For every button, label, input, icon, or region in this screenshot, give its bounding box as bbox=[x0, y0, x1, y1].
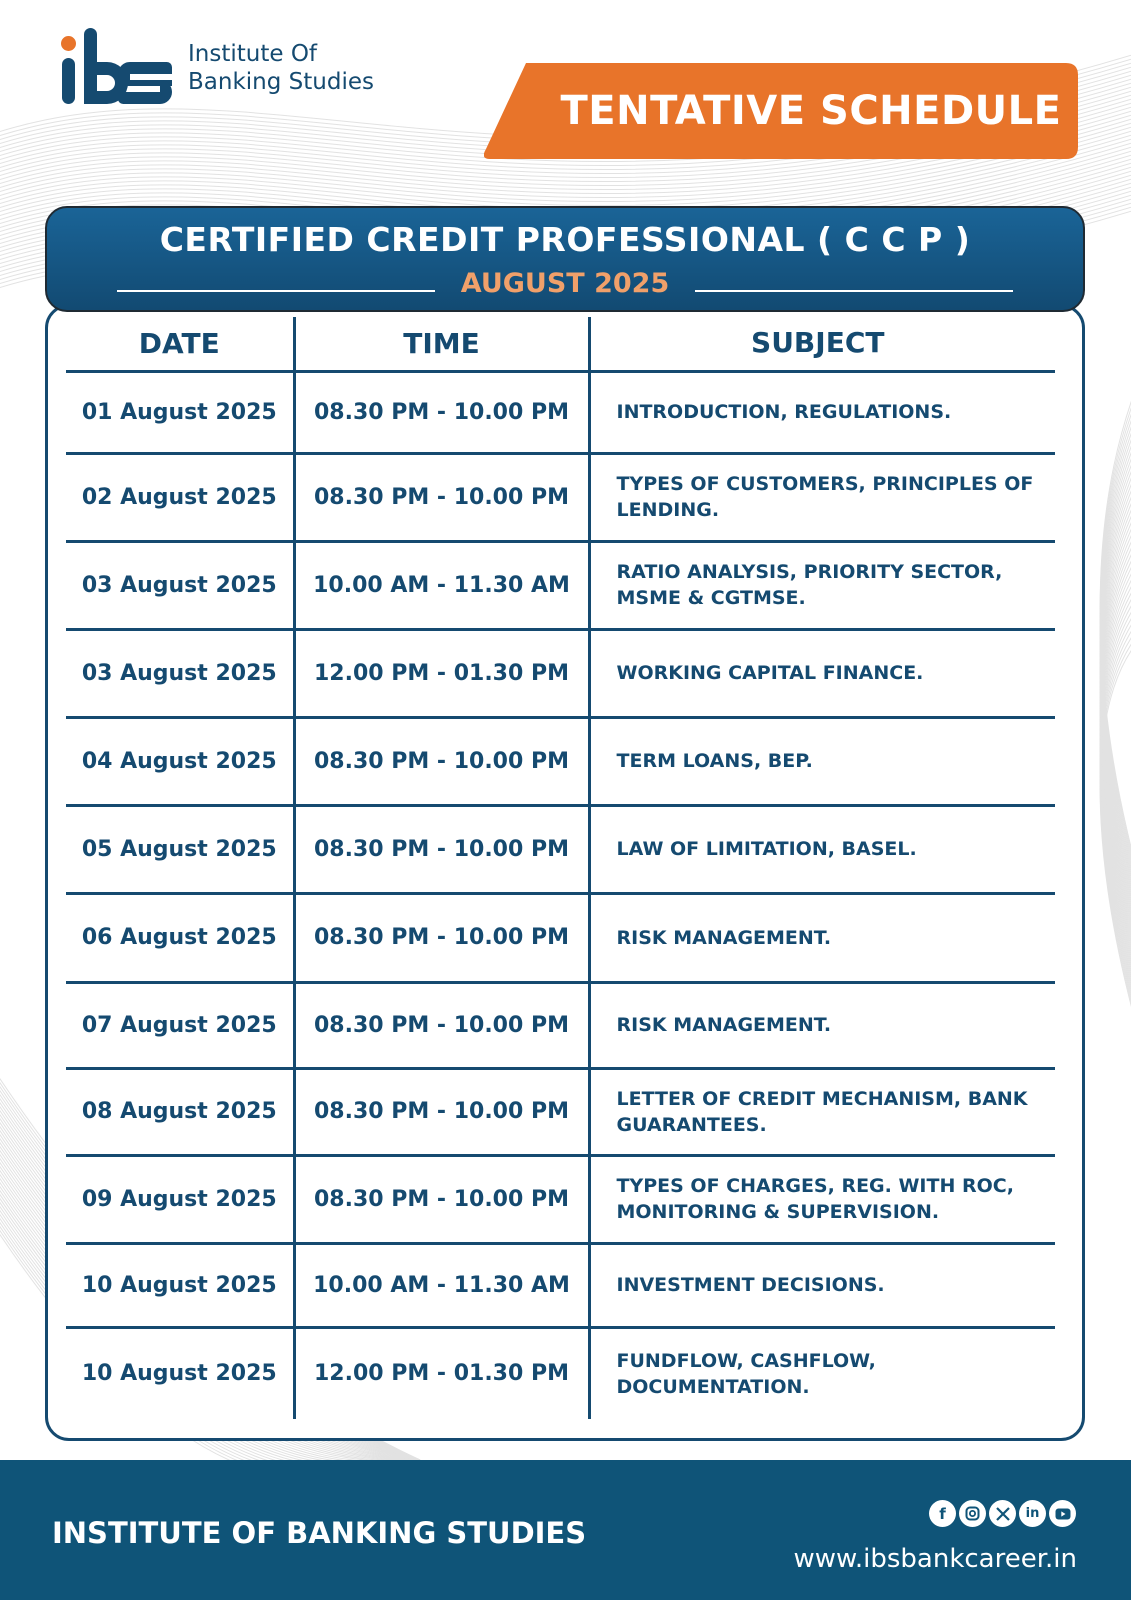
logo-wordmark bbox=[188, 40, 374, 96]
time-cell: 08.30 PM - 10.00 PM bbox=[294, 805, 589, 893]
subject-cell: FUNDFLOW, CASHFLOW, DOCUMENTATION. bbox=[616, 1349, 876, 1398]
footer-organization: INSTITUTE OF BANKING STUDIES bbox=[52, 1516, 587, 1550]
subject-cell: TERM LOANS, BEP. bbox=[589, 717, 1055, 805]
date-cell: 03 August 2025 bbox=[66, 629, 294, 717]
table-row bbox=[66, 453, 1055, 541]
divider-left bbox=[117, 290, 435, 292]
footer bbox=[0, 1460, 1131, 1600]
time-cell: 08.30 PM - 10.00 PM bbox=[294, 982, 589, 1068]
linkedin-icon[interactable]: in bbox=[1019, 1500, 1046, 1527]
ibs-logo bbox=[60, 28, 374, 108]
date-cell: 03 August 2025 bbox=[66, 541, 294, 629]
date-cell: 01 August 2025 bbox=[66, 371, 294, 453]
subject-cell: LAW OF LIMITATION, BASEL. bbox=[589, 805, 1055, 893]
date-cell: 07 August 2025 bbox=[66, 982, 294, 1068]
youtube-icon[interactable] bbox=[1049, 1500, 1076, 1527]
date-cell: 02 August 2025 bbox=[66, 453, 294, 541]
subject-cell: RISK MANAGEMENT. bbox=[589, 982, 1055, 1068]
table-row bbox=[66, 1155, 1055, 1243]
table-row bbox=[66, 629, 1055, 717]
ibs-logo-mark bbox=[60, 28, 178, 108]
table-row bbox=[66, 717, 1055, 805]
course-month-row bbox=[117, 264, 1013, 302]
date-cell: 06 August 2025 bbox=[66, 893, 294, 982]
table-row bbox=[66, 982, 1055, 1068]
course-title: CERTIFIED CREDIT PROFESSIONAL ( C C P ) bbox=[159, 220, 971, 259]
time-cell: 08.30 PM - 10.00 PM bbox=[294, 893, 589, 982]
subject-cell: LETTER OF CREDIT MECHANISM, BANK GUARANTEES. bbox=[589, 1068, 1055, 1155]
logo-name-line1: Institute Of bbox=[188, 41, 318, 67]
time-cell: 10.00 AM - 11.30 AM bbox=[294, 541, 589, 629]
table-header-row bbox=[66, 317, 1055, 371]
header-time: TIME bbox=[294, 317, 589, 371]
date-cell: 05 August 2025 bbox=[66, 805, 294, 893]
date-cell: 10 August 2025 bbox=[66, 1327, 294, 1419]
course-title-block bbox=[45, 206, 1085, 312]
time-cell: 08.30 PM - 10.00 PM bbox=[294, 371, 589, 453]
time-cell: 08.30 PM - 10.00 PM bbox=[294, 1068, 589, 1155]
x-icon[interactable] bbox=[989, 1500, 1016, 1527]
time-cell: 08.30 PM - 10.00 PM bbox=[294, 1155, 589, 1243]
table-row bbox=[66, 371, 1055, 453]
time-cell: 10.00 AM - 11.30 AM bbox=[294, 1243, 589, 1327]
table-row bbox=[66, 893, 1055, 982]
subject-cell: INVESTMENT DECISIONS. bbox=[589, 1243, 1055, 1327]
table-row bbox=[66, 805, 1055, 893]
time-cell: 08.30 PM - 10.00 PM bbox=[294, 717, 589, 805]
facebook-icon[interactable]: f bbox=[929, 1500, 956, 1527]
social-links bbox=[929, 1500, 1076, 1527]
course-month: AUGUST 2025 bbox=[460, 267, 670, 299]
subject-cell: TYPES OF CHARGES, REG. WITH ROC, MONITORING & SUPERVISION. bbox=[589, 1155, 1055, 1243]
subject-cell: RATIO ANALYSIS, PRIORITY SECTOR, MSME & CGTMSE. bbox=[589, 541, 1055, 629]
schedule-table bbox=[66, 317, 1055, 1419]
instagram-icon[interactable] bbox=[959, 1500, 986, 1527]
schedule-table-card bbox=[45, 304, 1085, 1441]
website-link[interactable]: www.ibsbankcareer.in bbox=[793, 1544, 1077, 1574]
banner-label: TENTATIVE SCHEDULE bbox=[560, 88, 1062, 134]
subject-cell: WORKING CAPITAL FINANCE. bbox=[589, 629, 1055, 717]
date-cell: 09 August 2025 bbox=[66, 1155, 294, 1243]
subject-cell: INTRODUCTION, REGULATIONS. bbox=[589, 371, 1055, 453]
date-cell: 04 August 2025 bbox=[66, 717, 294, 805]
date-cell: 08 August 2025 bbox=[66, 1068, 294, 1155]
divider-right bbox=[695, 290, 1013, 292]
time-cell: 12.00 PM - 01.30 PM bbox=[294, 1327, 589, 1419]
table-row bbox=[66, 1068, 1055, 1155]
tentative-schedule-banner bbox=[484, 63, 1078, 159]
date-cell: 10 August 2025 bbox=[66, 1243, 294, 1327]
table-row bbox=[66, 1327, 1055, 1419]
table-row bbox=[66, 541, 1055, 629]
header-date: DATE bbox=[66, 317, 294, 371]
table-row bbox=[66, 1243, 1055, 1327]
time-cell: 12.00 PM - 01.30 PM bbox=[294, 629, 589, 717]
subject-cell: TYPES OF CUSTOMERS, PRINCIPLES OF LENDING. bbox=[589, 453, 1055, 541]
header-subject: SUBJECT bbox=[589, 317, 1055, 371]
subject-cell: RISK MANAGEMENT. bbox=[589, 893, 1055, 982]
time-cell: 08.30 PM - 10.00 PM bbox=[294, 453, 589, 541]
logo-name-line2: Banking Studies bbox=[188, 69, 374, 95]
